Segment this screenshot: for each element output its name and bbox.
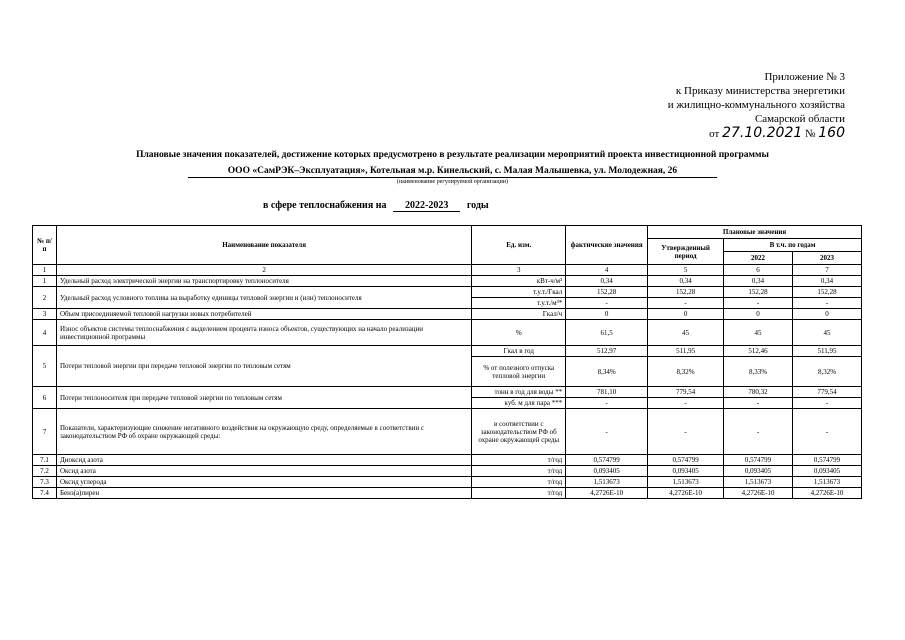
row-num: 7 — [33, 409, 57, 455]
row-fact: - — [566, 398, 648, 409]
row-name: Диоксид азота — [56, 455, 471, 466]
appendix-block — [668, 70, 845, 141]
row-2023: 0,093405 — [793, 466, 862, 477]
col-number: 6 — [724, 265, 793, 276]
row-num: 5 — [33, 346, 57, 387]
date-prefix: от — [709, 128, 720, 140]
row-fact: - — [566, 409, 648, 455]
table-row — [33, 320, 862, 346]
row-fact: 512,97 — [566, 346, 648, 357]
row-2023: 152,28 — [793, 287, 862, 298]
col-number: 4 — [566, 265, 648, 276]
row-approved: 4,2726Е-10 — [648, 488, 724, 499]
row-2023: - — [793, 398, 862, 409]
row-2023: 0,34 — [793, 276, 862, 287]
row-approved: - — [648, 298, 724, 309]
col-number: 3 — [472, 265, 566, 276]
header-2022: 2022 — [724, 252, 793, 265]
col-number: 5 — [648, 265, 724, 276]
row-2022: 0 — [724, 309, 793, 320]
row-unit: % — [472, 320, 566, 346]
row-unit: т/год — [472, 466, 566, 477]
row-fact: 0 — [566, 309, 648, 320]
sphere-suffix: годы — [466, 200, 489, 211]
row-num: 4 — [33, 320, 57, 346]
row-2022: 45 — [724, 320, 793, 346]
table-row — [33, 287, 862, 298]
row-fact: 1,513673 — [566, 477, 648, 488]
sphere-prefix: в сфере теплоснабжения на — [263, 200, 387, 211]
row-approved: 0,093405 — [648, 466, 724, 477]
table-row — [33, 346, 862, 357]
table-row — [33, 387, 862, 398]
row-2023: 0,574799 — [793, 455, 862, 466]
row-name: Потери тепловой энергии при передаче тепловой энергии по тепловым сетям — [56, 346, 471, 387]
col-number: 7 — [793, 265, 862, 276]
appendix-order-line: к Приказу министерства энергетики — [675, 85, 845, 97]
row-fact: - — [566, 298, 648, 309]
row-fact: 781,10 — [566, 387, 648, 398]
row-2023: 0 — [793, 309, 862, 320]
row-name: Износ объектов системы теплоснабжения с выделением процента износа объектов, существующих на начало реализации инвестиционной программы — [56, 320, 471, 346]
row-unit: куб. м для пара *** — [472, 398, 566, 409]
appendix-ministry-line: и жилищно-коммунального хозяйства — [667, 99, 845, 111]
header-by-years: В т.ч. по годам — [724, 239, 862, 252]
row-2022: - — [724, 398, 793, 409]
row-name: Объем присоединяемой тепловой нагрузки новых потребителей — [56, 309, 471, 320]
row-unit: Гкал в год — [472, 346, 566, 357]
row-approved: 152,28 — [648, 287, 724, 298]
row-name: Оксид углерода — [56, 477, 471, 488]
col-number: 2 — [56, 265, 471, 276]
row-2023: 8,32% — [793, 357, 862, 387]
row-2022: 152,28 — [724, 287, 793, 298]
row-2023: 1,513673 — [793, 477, 862, 488]
row-approved: - — [648, 398, 724, 409]
row-unit: т/год — [472, 455, 566, 466]
row-unit: тонн в год для воды ** — [472, 387, 566, 398]
document-title: Плановые значения показателей, достижение которых предусмотрено в результате реализации мероприятий проекта инвестиционной программы — [136, 150, 769, 160]
row-num: 7.4 — [33, 488, 57, 499]
row-fact: 8,34% — [566, 357, 648, 387]
row-num: 7.3 — [33, 477, 57, 488]
row-approved: 8,32% — [648, 357, 724, 387]
row-2023: 779,54 — [793, 387, 862, 398]
row-unit: т/год — [472, 488, 566, 499]
row-approved: 45 — [648, 320, 724, 346]
row-2022: 0,093405 — [724, 466, 793, 477]
row-name: Показатели, характеризующие снижение негативного воздействия на окружающую среду, определяемые в соответствии с законодательством РФ об охране окружающей среды: — [56, 409, 471, 455]
header-fact: фактические значения — [566, 226, 648, 265]
row-2022: 0,34 — [724, 276, 793, 287]
col-number: 1 — [33, 265, 57, 276]
row-num: 7.2 — [33, 466, 57, 477]
row-fact: 152,28 — [566, 287, 648, 298]
row-2023: 4,2726Е-10 — [793, 488, 862, 499]
row-2022: 780,32 — [724, 387, 793, 398]
table-row — [33, 488, 862, 499]
table-row — [33, 477, 862, 488]
appendix-date-line — [668, 126, 845, 141]
row-fact: 0,34 — [566, 276, 648, 287]
row-2022: 4,2726Е-10 — [724, 488, 793, 499]
organization-name: ООО «СамРЭК–Эксплуатация», Котельная м.р. Кинельский, с. Малая Малышевка, ул. Молодежная, 26 — [188, 166, 717, 178]
header-name: Наименование показателя — [56, 226, 471, 265]
row-2022: 8,33% — [724, 357, 793, 387]
header-num: № п/п — [33, 226, 57, 265]
row-2022: - — [724, 298, 793, 309]
header-plan: Плановые значения — [648, 226, 862, 239]
row-name: Бенз(а)пирен — [56, 488, 471, 499]
row-unit: кВт-ч/м³ — [472, 276, 566, 287]
organization-note: (наименование регулируемой организации) — [396, 179, 509, 185]
table-row — [33, 276, 862, 287]
row-num: 2 — [33, 287, 57, 309]
row-num: 3 — [33, 309, 57, 320]
row-2023: - — [793, 298, 862, 309]
handwritten-date: 27.10.2021 — [722, 125, 803, 141]
row-approved: 0,574799 — [648, 455, 724, 466]
table-row — [33, 455, 862, 466]
row-name: Удельный расход условного топлива на выработку единицы тепловой энергии и (или) теплоносителя — [56, 287, 471, 309]
row-2022: 512,46 — [724, 346, 793, 357]
row-unit: Гкал/ч — [472, 309, 566, 320]
row-unit: т.у.т./Гкал — [472, 287, 566, 298]
number-sign: № — [805, 128, 816, 140]
row-approved: 0,34 — [648, 276, 724, 287]
row-2022: 1,513673 — [724, 477, 793, 488]
row-2022: 0,574799 — [724, 455, 793, 466]
row-2023: - — [793, 409, 862, 455]
row-2022: - — [724, 409, 793, 455]
header-approved: Утвержденный период — [648, 239, 724, 265]
appendix-region-line: Самарской области — [754, 113, 845, 125]
row-num: 7.1 — [33, 455, 57, 466]
row-num: 6 — [33, 387, 57, 409]
row-fact: 61,5 — [566, 320, 648, 346]
row-name: Потери теплоносителя при передаче тепловой энергии по тепловым сетям — [56, 387, 471, 409]
row-fact: 0,093405 — [566, 466, 648, 477]
row-approved: 779,54 — [648, 387, 724, 398]
row-unit: % от полезного отпуска тепловой энергии — [472, 357, 566, 387]
sphere-years: 2022-2023 — [393, 200, 460, 212]
row-approved: 511,95 — [648, 346, 724, 357]
row-2023: 45 — [793, 320, 862, 346]
row-fact: 0,574799 — [566, 455, 648, 466]
organization-line — [0, 166, 905, 176]
appendix-title: Приложение № 3 — [764, 71, 845, 83]
row-num: 1 — [33, 276, 57, 287]
row-approved: - — [648, 409, 724, 455]
row-fact: 4,2726Е-10 — [566, 488, 648, 499]
row-unit: т.у.т./м³* — [472, 298, 566, 309]
header-unit: Ед. изм. — [472, 226, 566, 265]
row-name: Удельный расход электрической энергии на транспортировку теплоносителя — [56, 276, 471, 287]
row-unit: в соответствии с законодательством РФ об охране окружающей среды — [472, 409, 566, 455]
row-unit: т/год — [472, 477, 566, 488]
row-2023: 511,95 — [793, 346, 862, 357]
table-row — [33, 309, 862, 320]
row-name: Оксид азота — [56, 466, 471, 477]
handwritten-number: 160 — [818, 125, 845, 141]
table-row — [33, 409, 862, 455]
indicators-table — [32, 225, 862, 499]
row-approved: 0 — [648, 309, 724, 320]
column-numbers-row — [33, 265, 862, 276]
sphere-line — [263, 200, 489, 212]
header-2023: 2023 — [793, 252, 862, 265]
table-row — [33, 466, 862, 477]
row-approved: 1,513673 — [648, 477, 724, 488]
